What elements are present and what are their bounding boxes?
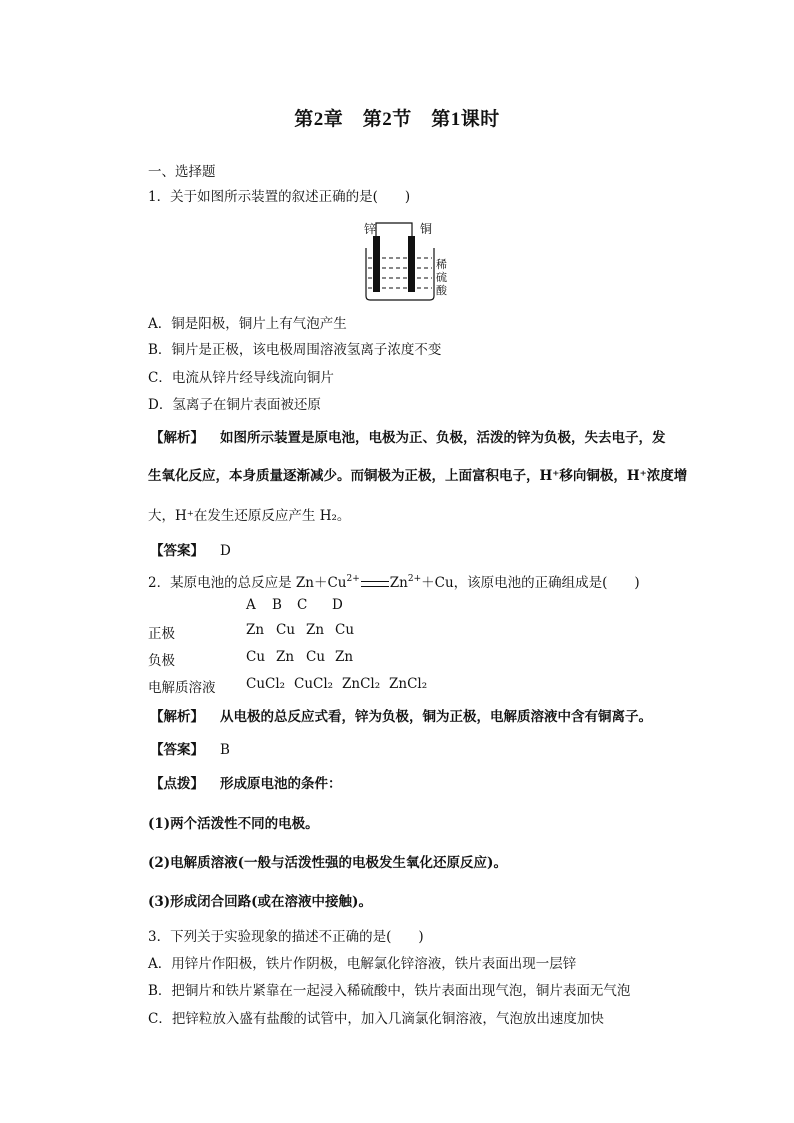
q1-option-d: D．氢离子在铜片表面被还原 <box>148 397 321 413</box>
analysis-label: 【解析】 <box>150 430 204 446</box>
q2-cell: CuCl₂ <box>246 676 286 692</box>
q3-option-b: B．把铜片和铁片紧靠在一起浸入稀硫酸中，铁片表面出现气泡，铜片表面无气泡 <box>148 983 631 999</box>
q2-col-b: B <box>272 597 282 613</box>
tip-label: 【点拨】 <box>150 776 204 792</box>
condition-1: (1)两个活泼性不同的电极。 <box>148 816 319 832</box>
copper-label: 铜 <box>420 222 433 236</box>
q2-col-a: A <box>246 597 256 613</box>
q2-tip: 【点拨】 形成原电池的条件： <box>150 776 342 792</box>
q2-stem: 2．某原电池的总反应是 $Zn+Cu^{2+}$ $Zn^{2+}+Cu$，该原电池的正确组成是( ) <box>148 574 640 591</box>
q1-stem: 1．关于如图所示装置的叙述正确的是( ) <box>148 189 411 205</box>
q2-row-label: 负极 <box>148 653 175 669</box>
condition-2: (2)电解质溶液(一般与活泼性强的电极发生氧化还原反应)。 <box>148 855 507 871</box>
q2-cell: Zn <box>335 649 354 665</box>
copper-electrode <box>408 236 415 292</box>
zinc-label: 锌 <box>364 222 377 236</box>
acid-label: 稀 硫 酸 <box>436 258 447 297</box>
q2-cell: ZnCl₂ <box>342 676 381 692</box>
q2-cell: Cu <box>306 649 326 665</box>
answer-label: 【答案】 <box>150 742 204 758</box>
q2-cell: Cu <box>246 649 266 665</box>
q1-option-a: A．铜是阳极，铜片上有气泡产生 <box>148 316 347 332</box>
analysis-label: 【解析】 <box>150 709 204 725</box>
answer-label: 【答案】 <box>150 543 204 559</box>
q2-row-label: 正极 <box>148 626 175 642</box>
section-heading: 一、选择题 <box>148 164 216 180</box>
q1-option-b: B．铜片是正极，该电极周围溶液氢离子浓度不变 <box>148 342 442 358</box>
q1-analysis-line3: 大，H⁺在发生还原反应产生 H₂。 <box>148 508 351 524</box>
q2-col-d: D <box>332 597 343 613</box>
q3-stem: 3．下列关于实验现象的描述不正确的是( ) <box>148 929 424 945</box>
q2-cell: Zn <box>246 622 265 638</box>
q2-cell: ZnCl₂ <box>389 676 428 692</box>
zinc-electrode <box>373 236 380 292</box>
condition-3: (3)形成闭合回路(或在溶液中接触)。 <box>148 894 372 910</box>
q1-analysis-line2: 生氧化反应，本身质量逐渐减少。而铜极为正极，上面富积电子，H⁺移向铜极，H⁺浓度增 <box>148 468 688 484</box>
q2-answer: 【答案】 B <box>150 742 230 758</box>
q2-row-label: 电解质溶液 <box>148 680 216 696</box>
q1-answer: 【答案】 D <box>150 543 231 559</box>
q1-option-c: C．电流从锌片经导线流向铜片 <box>148 370 334 386</box>
q2-cell: Cu <box>276 622 296 638</box>
q2-cell: Cu <box>335 622 355 638</box>
q3-option-a: A．用锌片作阳极，铁片作阴极，电解氯化锌溶液，铁片表面出现一层锌 <box>148 956 577 972</box>
q1-analysis-line1: 【解析】 如图所示装置是原电池，电极为正、负极，活泼的锌为负极，失去电子，发 <box>150 430 666 446</box>
page-title: 第2章 第2节 第1课时 <box>294 109 500 130</box>
q2-cell: CuCl₂ <box>294 676 334 692</box>
q3-option-c: C．把锌粒放入盛有盐酸的试管中，加入几滴氯化铜溶液，气泡放出速度加快 <box>148 1011 604 1027</box>
q2-col-c: C <box>297 597 308 613</box>
q2-analysis: 【解析】 从电极的总反应式看，锌为负极，铜为正极，电解质溶液中含有铜离子。 <box>150 709 652 725</box>
q2-cell: Zn <box>276 649 295 665</box>
q2-cell: Zn <box>306 622 325 638</box>
